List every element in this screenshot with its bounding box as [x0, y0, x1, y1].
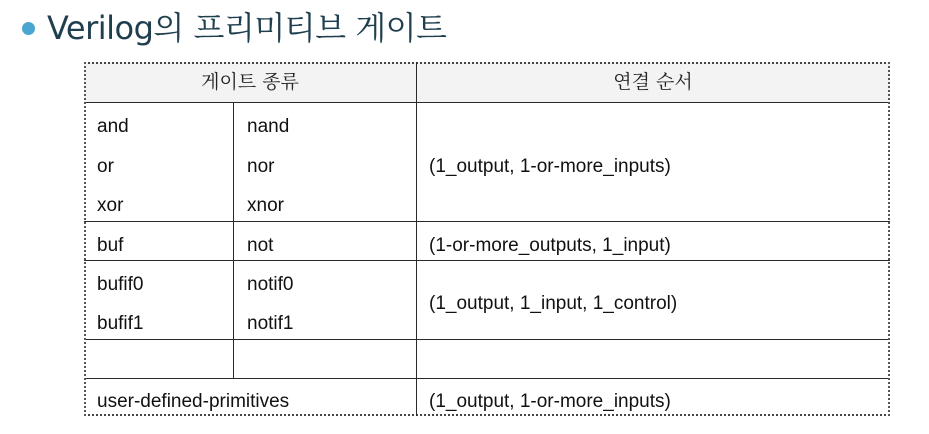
- column-divider-gates: [233, 102, 234, 378]
- column-divider-order: [416, 62, 417, 416]
- gate-cell: bufif1: [97, 313, 144, 334]
- gate-cell: user-defined-primitives: [97, 391, 290, 412]
- page-title: [22, 4, 446, 48]
- row-divider-3: [84, 339, 890, 340]
- connection-order-cell: (1_output, 1-or-more_inputs): [429, 391, 671, 412]
- row-divider-1: [84, 221, 890, 222]
- gate-cell: xor: [97, 195, 124, 216]
- gate-cell: xnor: [247, 195, 284, 216]
- table-top-border: [84, 62, 890, 64]
- gate-cell: nor: [247, 156, 275, 177]
- gate-cell: or: [97, 156, 114, 177]
- row-divider-4: [84, 378, 890, 379]
- bullet-icon: [22, 22, 35, 35]
- page-title-text: Verilog의 프리미티브 게이트: [47, 9, 447, 47]
- table-bottom-border: [84, 414, 890, 416]
- connection-order-cell: (1_output, 1-or-more_inputs): [429, 156, 671, 177]
- gate-cell: and: [97, 116, 129, 137]
- header-gate-type: 게이트 종류: [201, 71, 299, 93]
- gate-cell: buf: [97, 235, 124, 256]
- connection-order-cell: (1_output, 1_input, 1_control): [429, 293, 678, 314]
- header-divider: [84, 102, 890, 103]
- connection-order-cell: (1-or-more_outputs, 1_input): [429, 235, 671, 256]
- gate-cell: notif1: [247, 313, 294, 334]
- gate-cell: notif0: [247, 274, 294, 295]
- gate-cell: not: [247, 235, 274, 256]
- row-divider-2: [84, 260, 890, 261]
- header-connection-order: 연결 순서: [613, 71, 693, 93]
- gate-cell: nand: [247, 116, 290, 137]
- gate-cell: bufif0: [97, 274, 144, 295]
- table-left-border: [84, 62, 86, 416]
- primitive-gates-table: [84, 62, 890, 416]
- table-right-border: [888, 62, 890, 416]
